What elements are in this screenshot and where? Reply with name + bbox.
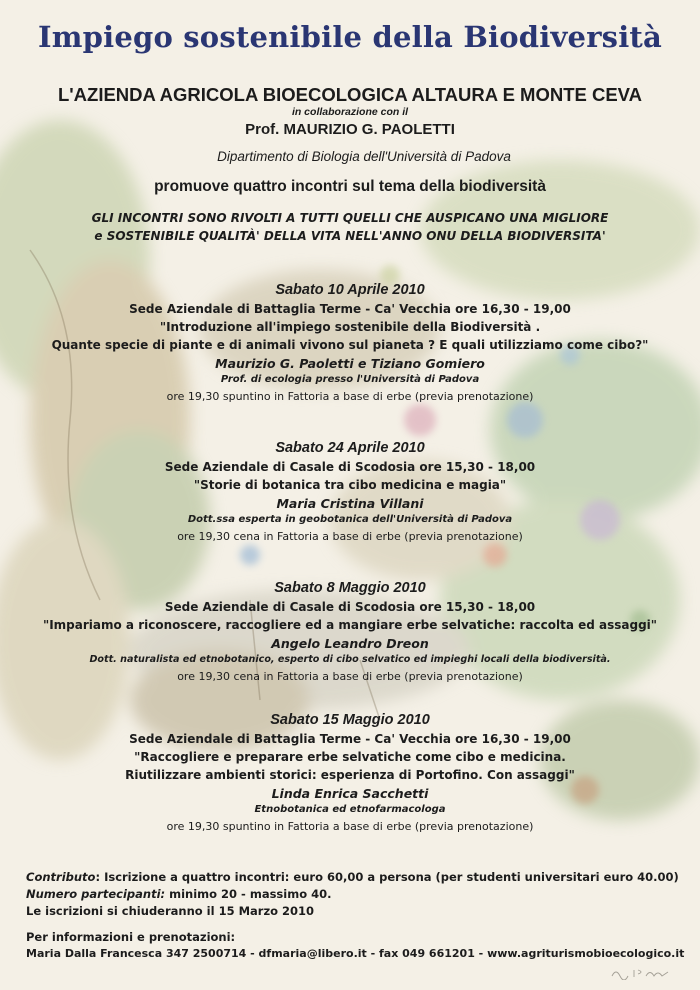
signature-scribble (610, 966, 670, 980)
event-title: Riutilizzare ambienti storici: esperienza di Portofino. Con assaggi" (125, 768, 575, 782)
target-audience-line: GLI INCONTRI SONO RIVOLTI A TUTTI QUELLI CHE AUSPICANO UNA MIGLIORE (91, 211, 609, 225)
info-heading: Per informazioni e prenotazioni: (26, 930, 236, 944)
promotion-line: promuove quattro incontri sul tema della biodiversità (154, 178, 546, 195)
contribution-line (26, 870, 679, 884)
artist-signature (610, 966, 670, 983)
participants-label: Numero partecipanti: (26, 887, 166, 901)
event-note: ore 19,30 spuntino in Fattoria a base di erbe (previa prenotazione) (166, 820, 534, 833)
event-speaker-role: Dott. naturalista ed etnobotanico, esperto di cibo selvatico ed impieghi locali della biodiversità. (89, 654, 611, 665)
event-speaker-role: Prof. di ecologia presso l'Università di Padova (220, 374, 480, 385)
event-speaker: Maria Cristina Villani (276, 496, 424, 511)
target-audience-line: e SOSTENIBILE QUALITÀ' DELLA VITA NELL'ANNO ONU DELLA BIODIVERSITA' (94, 229, 606, 243)
event-date: Sabato 10 Aprile 2010 (275, 282, 425, 298)
participants-line (26, 887, 331, 901)
collaboration-line: in collaborazione con il (291, 106, 409, 118)
event-title: "Storie di botanica tra cibo medicina e magia" (193, 478, 507, 492)
department: Dipartimento di Biologia dell'Università di Padova (217, 149, 511, 164)
event-speaker-role: Dott.ssa esperta in geobotanica dell'Università di Padova (187, 514, 513, 525)
event-title: "Introduzione all'impiego sostenibile della Biodiversità . (159, 320, 541, 334)
event-note: ore 19,30 spuntino in Fattoria a base di erbe (previa prenotazione) (166, 390, 534, 403)
contact-details: Maria Dalla Francesca 347 2500714 - dfmaria@libero.it - fax 049 661201 - www.agriturismobioecologico.it (26, 947, 685, 960)
event-title: "Impariamo a riconoscere, raccogliere ed a mangiare erbe selvatiche: raccolta ed assaggi" (42, 618, 658, 632)
organizer: L'AZIENDA AGRICOLA BIOECOLOGICA ALTAURA E MONTE CEVA (57, 84, 643, 105)
event-location: Sede Aziendale di Casale di Scodosia ore 15,30 - 18,00 (164, 460, 536, 474)
contribution-text: : Iscrizione a quattro incontri: euro 60,00 a persona (per studenti universitari euro 40.00) (95, 870, 679, 884)
event-speaker: Linda Enrica Sacchetti (271, 786, 429, 801)
event-speaker: Maurizio G. Paoletti e Tiziano Gomiero (215, 356, 485, 371)
closing-date: Le iscrizioni si chiuderanno il 15 Marzo 2010 (26, 904, 315, 918)
event-speaker: Angelo Leandro Dreon (271, 636, 429, 651)
event-location: Sede Aziendale di Battaglia Terme - Ca' Vecchia ore 16,30 - 19,00 (129, 732, 571, 746)
poster-title: Impiego sostenibile della Biodiversità (37, 20, 663, 54)
event-note: ore 19,30 cena in Fattoria a base di erbe (previa prenotazione) (177, 670, 523, 683)
event-date: Sabato 8 Maggio 2010 (274, 580, 426, 596)
participants-text: minimo 20 - massimo 40. (165, 887, 332, 901)
contribution-label: Contributo (26, 870, 96, 884)
event-title: Quante specie di piante e di animali vivono sul pianeta ? E quali utilizziamo come cibo?" (51, 338, 649, 352)
event-location: Sede Aziendale di Battaglia Terme - Ca' Vecchia ore 16,30 - 19,00 (129, 302, 571, 316)
professor-name: Prof. MAURIZIO G. PAOLETTI (245, 121, 455, 138)
event-note: ore 19,30 cena in Fattoria a base di erbe (previa prenotazione) (177, 530, 523, 543)
event-location: Sede Aziendale di Casale di Scodosia ore 15,30 - 18,00 (164, 600, 536, 614)
event-title: "Raccogliere e preparare erbe selvatiche come cibo e medicina. (134, 750, 566, 764)
event-date: Sabato 15 Maggio 2010 (270, 712, 430, 728)
event-speaker-role: Etnobotanica ed etnofarmacologa (254, 804, 446, 815)
event-date: Sabato 24 Aprile 2010 (275, 440, 425, 456)
